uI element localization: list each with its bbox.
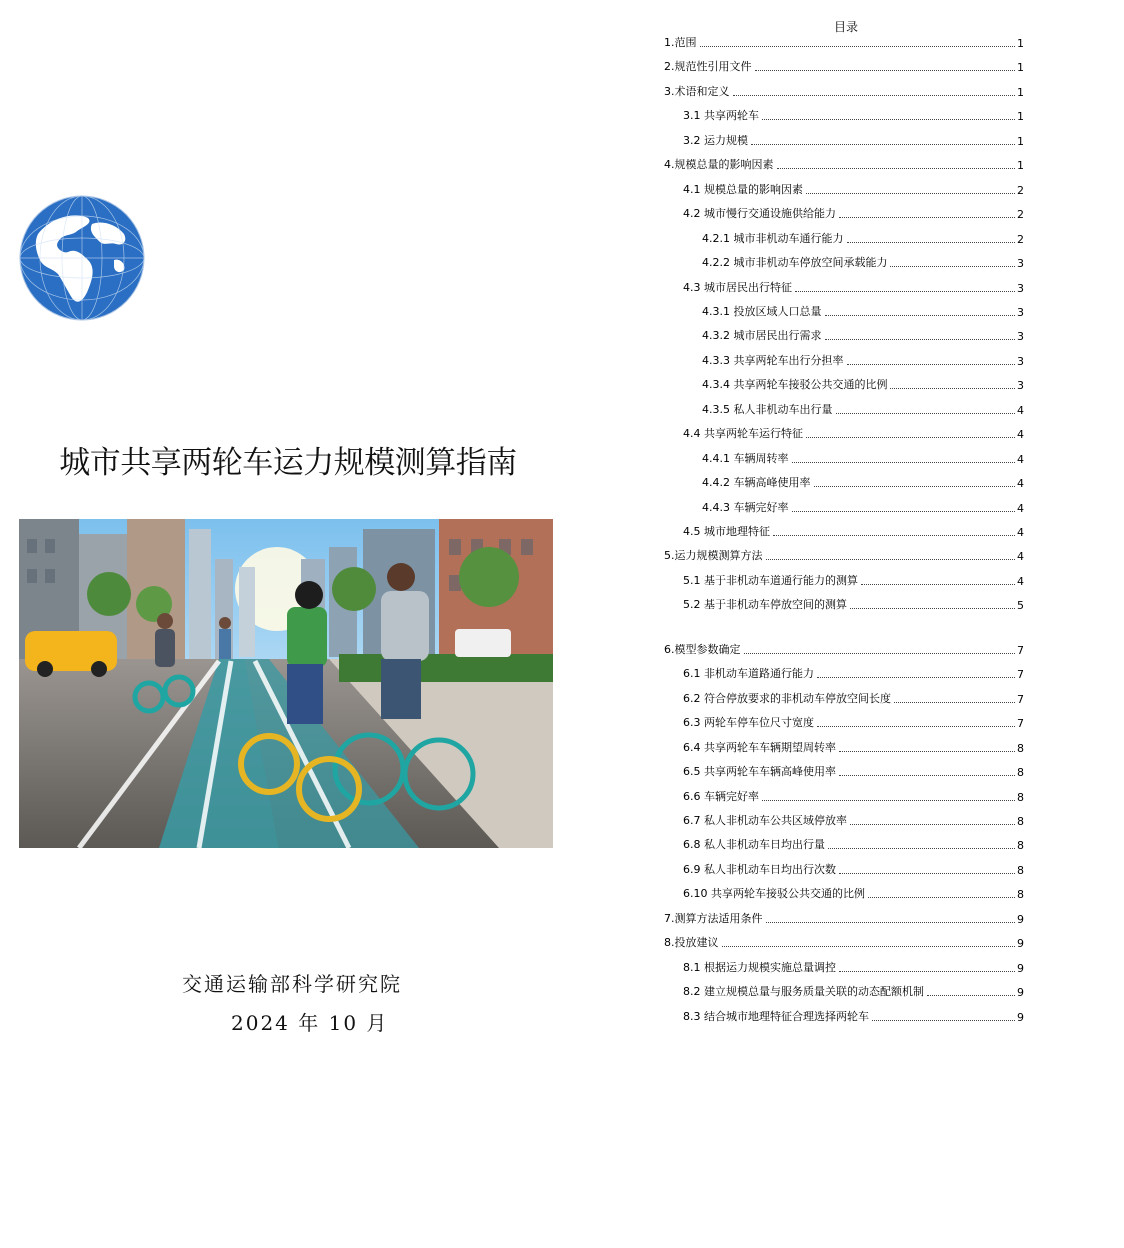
- toc-leader-dots: [890, 266, 1015, 267]
- toc-entry[interactable]: [664, 256, 1024, 270]
- toc-entry-label: 6.10 共享两轮车接驳公共交通的比例: [683, 887, 865, 901]
- table-of-contents-page: [572, 8, 1112, 1228]
- toc-leader-dots: [847, 364, 1016, 365]
- toc-entry[interactable]: [664, 936, 1024, 950]
- toc-entry[interactable]: [664, 403, 1024, 417]
- toc-leader-dots: [850, 608, 1015, 609]
- toc-entry-page-number: 8: [1017, 766, 1024, 779]
- toc-entry-page-number: 8: [1017, 863, 1024, 877]
- toc-entry-page-number: 2: [1017, 232, 1024, 246]
- toc-entry-label: 3.1 共享两轮车: [683, 109, 759, 123]
- toc-entry[interactable]: [664, 912, 1024, 926]
- toc-entry[interactable]: [664, 863, 1024, 877]
- toc-leader-dots: [861, 584, 1015, 585]
- toc-entry-page-number: 9: [1017, 937, 1024, 951]
- toc-entry-label: 4.4 共享两轮车运行特征: [683, 427, 803, 441]
- toc-entry[interactable]: [664, 329, 1024, 343]
- toc-leader-dots: [836, 413, 1016, 414]
- toc-entry[interactable]: [664, 887, 1024, 901]
- toc-entry-label: 5.1 基于非机动车道通行能力的测算: [683, 573, 858, 587]
- toc-entry-label: 2.规范性引用文件: [664, 60, 752, 74]
- toc-leader-dots: [777, 168, 1016, 169]
- toc-leader-dots: [890, 388, 1015, 389]
- toc-leader-dots: [766, 559, 1016, 560]
- toc-entry-page-number: 4: [1017, 452, 1024, 466]
- toc-entry[interactable]: [664, 574, 1024, 588]
- toc-entry-page-number: 8: [1017, 790, 1024, 804]
- toc-leader-dots: [868, 897, 1015, 898]
- toc-entry-page-number: 3: [1017, 281, 1024, 295]
- toc-entry[interactable]: [664, 207, 1024, 221]
- toc-entry-page-number: 4: [1017, 550, 1024, 564]
- toc-leader-dots: [839, 971, 1015, 972]
- toc-entry-label: 4.3.2 城市居民出行需求: [702, 329, 822, 343]
- toc-entry-page-number: 1: [1017, 37, 1024, 50]
- toc-entry-page-number: 8: [1017, 814, 1024, 828]
- toc-entry-label: 4.4.3 车辆完好率: [702, 500, 789, 514]
- toc-entry-label: 8.投放建议: [664, 936, 719, 950]
- toc-entry[interactable]: [664, 716, 1024, 730]
- toc-leader-dots: [762, 800, 1015, 801]
- toc-entry-label: 3.术语和定义: [664, 84, 730, 98]
- toc-entry[interactable]: [664, 60, 1024, 74]
- toc-entry-page-number: 4: [1017, 526, 1024, 539]
- toc-entry-label: 8.2 建立规模总量与服务质量关联的动态配额机制: [683, 985, 924, 999]
- toc-entry-label: 6.2 符合停放要求的非机动车停放空间长度: [683, 691, 891, 705]
- toc-entry-page-number: 9: [1017, 961, 1024, 975]
- toc-entry[interactable]: [664, 232, 1024, 246]
- toc-entry-label: 4.3.5 私人非机动车出行量: [702, 402, 833, 416]
- toc-leader-dots: [839, 873, 1015, 874]
- toc-entry-label: 4.规模总量的影响因素: [664, 158, 774, 172]
- cover-photo: [19, 519, 553, 848]
- toc-entry-label: 5.运力规模测算方法: [664, 549, 763, 563]
- toc-entry-page-number: 1: [1017, 110, 1024, 124]
- toc-entry[interactable]: [664, 281, 1024, 295]
- toc-entry-label: 4.2.2 城市非机动车停放空间承载能力: [702, 256, 888, 269]
- toc-entry-page-number: 5: [1017, 599, 1024, 613]
- toc-entry[interactable]: [664, 692, 1024, 706]
- toc-entry-label: 4.2.1 城市非机动车通行能力: [702, 231, 844, 245]
- toc-entry-label: 7.测算方法适用条件: [664, 911, 763, 925]
- toc-entry-label: 6.8 私人非机动车日均出行量: [683, 838, 825, 852]
- toc-entry-label: 1.范围: [664, 36, 697, 49]
- toc-leader-dots: [792, 462, 1016, 463]
- toc-leader-dots: [872, 1020, 1015, 1021]
- toc-entry[interactable]: [664, 501, 1024, 515]
- toc-entry-label: 4.1 规模总量的影响因素: [683, 182, 803, 196]
- toc-entry[interactable]: [664, 549, 1024, 563]
- document-title: 城市共享两轮车运力规模测算指南: [59, 445, 517, 481]
- toc-entry-label: 4.3.3 共享两轮车出行分担率: [702, 353, 844, 367]
- toc-leader-dots: [795, 291, 1015, 292]
- toc-entry-label: 6.4 共享两轮车车辆期望周转率: [683, 740, 836, 754]
- toc-entry-label: 5.2 基于非机动车停放空间的测算: [683, 598, 847, 612]
- toc-entry-page-number: 4: [1017, 477, 1024, 491]
- toc-entry-page-number: 9: [1017, 986, 1024, 1000]
- toc-entry-label: 6.3 两轮车停车位尺寸宽度: [683, 716, 814, 730]
- toc-entry-label: 8.1 根据运力规模实施总量调控: [683, 960, 836, 974]
- toc-entry-page-number: 9: [1017, 912, 1024, 926]
- toc-entry[interactable]: [664, 36, 1024, 50]
- toc-entry-page-number: 1: [1017, 134, 1024, 148]
- toc-entry[interactable]: [664, 183, 1024, 197]
- toc-entry-page-number: 9: [1017, 1010, 1024, 1024]
- toc-entry[interactable]: [664, 134, 1024, 148]
- toc-entry[interactable]: [664, 109, 1024, 123]
- toc-entry[interactable]: [664, 476, 1024, 490]
- toc-leader-dots: [817, 677, 1015, 678]
- toc-entry[interactable]: [664, 1010, 1024, 1024]
- toc-entry[interactable]: [664, 814, 1024, 828]
- toc-entry[interactable]: [664, 741, 1024, 755]
- toc-entry-page-number: 2: [1017, 183, 1024, 197]
- toc-leader-dots: [722, 946, 1016, 947]
- publication-date: 2024 年 10 月: [231, 1011, 389, 1035]
- toc-entry[interactable]: [664, 765, 1024, 779]
- globe-logo: [18, 194, 146, 322]
- toc-entry[interactable]: [664, 525, 1024, 539]
- toc-leader-dots: [828, 848, 1015, 849]
- toc-entry[interactable]: [664, 85, 1024, 99]
- toc-entry-label: 6.1 非机动车道路通行能力: [683, 667, 814, 681]
- toc-leader-dots: [806, 437, 1015, 438]
- toc-entry[interactable]: [664, 838, 1024, 852]
- toc-leader-dots: [700, 46, 1016, 47]
- toc-leader-dots: [817, 726, 1015, 727]
- toc-leader-dots: [839, 217, 1015, 218]
- toc-entry[interactable]: [664, 643, 1024, 657]
- toc-entry-label: 4.3.1 投放区域人口总量: [702, 304, 822, 318]
- cover-page: [18, 22, 558, 1232]
- toc-entry-page-number: 1: [1017, 61, 1024, 75]
- toc-leader-dots: [733, 95, 1016, 96]
- toc-entry[interactable]: [664, 427, 1024, 441]
- toc-entry[interactable]: [664, 378, 1024, 392]
- toc-entry-label: 6.模型参数确定: [664, 642, 741, 656]
- toc-leader-dots: [744, 653, 1016, 654]
- toc-leader-dots: [755, 70, 1016, 71]
- toc-entry-label: 4.4.2 车辆高峰使用率: [702, 476, 811, 490]
- toc-entry-label: 4.3 城市居民出行特征: [683, 280, 792, 294]
- toc-entry-page-number: 4: [1017, 501, 1024, 515]
- toc-entry-label: 6.5 共享两轮车车辆高峰使用率: [683, 765, 836, 778]
- toc-entry-page-number: 8: [1017, 741, 1024, 755]
- toc-entry[interactable]: [664, 790, 1024, 804]
- toc-entry-page-number: 3: [1017, 330, 1024, 344]
- toc-leader-dots: [773, 535, 1015, 536]
- organization-name: 交通运输部科学研究院: [182, 972, 402, 996]
- toc-entry-page-number: 4: [1017, 428, 1024, 442]
- toc-entry-page-number: 3: [1017, 305, 1024, 319]
- toc-entry-page-number: 8: [1017, 839, 1024, 853]
- toc-entry[interactable]: [664, 305, 1024, 319]
- toc-entry-label: 4.3.4 共享两轮车接驳公共交通的比例: [702, 378, 888, 392]
- toc-entry-page-number: 4: [1017, 403, 1024, 417]
- toc-entry-page-number: 1: [1017, 85, 1024, 99]
- toc-entry-page-number: 4: [1017, 574, 1024, 588]
- toc-entry[interactable]: [664, 667, 1024, 681]
- toc-leader-dots: [839, 751, 1015, 752]
- toc-leader-dots: [766, 922, 1016, 923]
- toc-leader-dots: [839, 775, 1015, 776]
- toc-entry[interactable]: [664, 985, 1024, 999]
- toc-leader-dots: [806, 193, 1015, 194]
- toc-entry-label: 6.7 私人非机动车公共区域停放率: [683, 813, 847, 827]
- toc-entry-page-number: 3: [1017, 257, 1024, 270]
- toc-entry[interactable]: [664, 354, 1024, 368]
- toc-leader-dots: [825, 315, 1016, 316]
- toc-entry[interactable]: [664, 158, 1024, 172]
- toc-entry-label: 4.2 城市慢行交通设施供给能力: [683, 207, 836, 221]
- toc-entry-page-number: 1: [1017, 159, 1024, 173]
- toc-entry-label: 6.9 私人非机动车日均出行次数: [683, 862, 836, 876]
- toc-leader-dots: [847, 242, 1016, 243]
- toc-leader-dots: [814, 486, 1016, 487]
- toc-leader-dots: [751, 144, 1015, 145]
- toc-leader-dots: [894, 702, 1015, 703]
- toc-entry[interactable]: [664, 452, 1024, 466]
- toc-entry-label: 4.5 城市地理特征: [683, 525, 770, 538]
- toc-leader-dots: [825, 339, 1016, 340]
- toc-entry[interactable]: [664, 598, 1024, 612]
- toc-entry-page-number: 7: [1017, 717, 1024, 731]
- toc-entry-label: 8.3 结合城市地理特征合理选择两轮车: [683, 1009, 869, 1023]
- toc-entry-page-number: 3: [1017, 379, 1024, 393]
- toc-entry-label: 4.4.1 车辆周转率: [702, 451, 789, 465]
- toc-entry-page-number: 3: [1017, 354, 1024, 368]
- toc-leader-dots: [850, 824, 1015, 825]
- toc-entry[interactable]: [664, 961, 1024, 975]
- toc-entry-page-number: 7: [1017, 643, 1024, 657]
- toc-leader-dots: [792, 511, 1016, 512]
- toc-entry-label: 3.2 运力规模: [683, 133, 748, 147]
- toc-entry-page-number: 7: [1017, 668, 1024, 682]
- toc-leader-dots: [762, 119, 1015, 120]
- toc-entry-page-number: 7: [1017, 692, 1024, 706]
- toc-entry-page-number: 2: [1017, 208, 1024, 222]
- toc-entry-page-number: 8: [1017, 888, 1024, 902]
- toc-entry-label: 6.6 车辆完好率: [683, 789, 759, 803]
- toc-leader-dots: [927, 995, 1015, 996]
- toc-heading: 目录: [833, 20, 858, 34]
